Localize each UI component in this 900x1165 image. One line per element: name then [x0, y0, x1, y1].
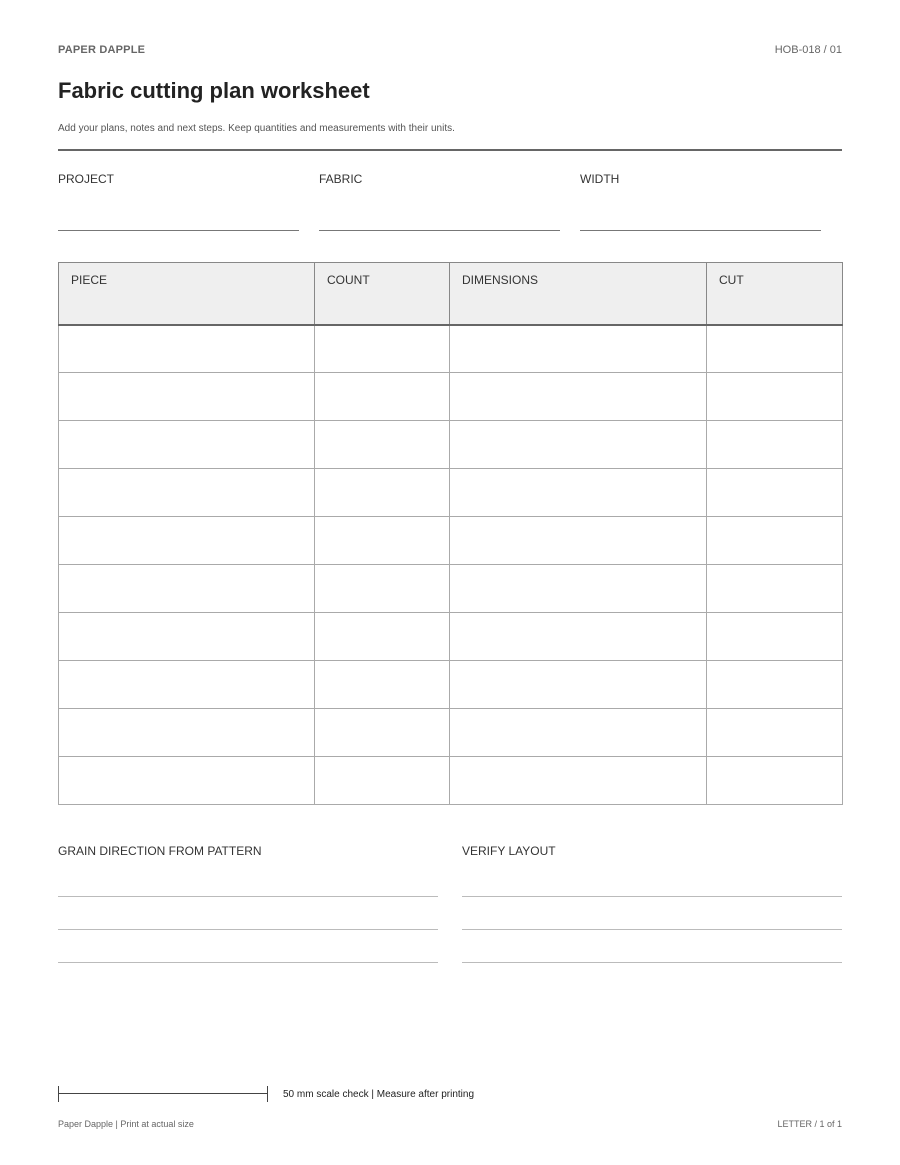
table-cell-dimensions[interactable]	[450, 325, 707, 373]
table-row	[59, 517, 843, 565]
project-label: PROJECT	[58, 172, 115, 186]
table-cell-dimensions[interactable]	[450, 661, 707, 709]
column-header-cut: CUT	[707, 263, 843, 325]
project-field[interactable]	[58, 172, 299, 231]
footer-left-text: Paper Dapple | Print at actual size	[58, 1119, 194, 1129]
verify-note-line[interactable]	[462, 962, 842, 963]
table-cell-piece[interactable]	[59, 661, 315, 709]
table-row	[59, 469, 843, 517]
table-cell-count[interactable]	[315, 469, 450, 517]
table-cell-count[interactable]	[315, 565, 450, 613]
column-header-dimensions: DIMENSIONS	[450, 263, 707, 325]
table-row	[59, 709, 843, 757]
verify-note-line[interactable]	[462, 896, 842, 897]
table-cell-piece[interactable]	[59, 757, 315, 805]
table-cell-piece[interactable]	[59, 469, 315, 517]
table-cell-cut[interactable]	[707, 421, 843, 469]
table-cell-cut[interactable]	[707, 469, 843, 517]
verify-note-line[interactable]	[462, 929, 842, 930]
page-subtitle: Add your plans, notes and next steps. Keep quantities and measurements with their units.	[58, 123, 455, 134]
table-cell-cut[interactable]	[707, 613, 843, 661]
grain-note-line[interactable]	[58, 896, 438, 897]
table-cell-dimensions[interactable]	[450, 517, 707, 565]
table-row	[59, 661, 843, 709]
table-cell-cut[interactable]	[707, 517, 843, 565]
page-title: Fabric cutting plan worksheet	[58, 78, 370, 103]
scale-bar-tick-left	[58, 1086, 59, 1102]
document-code: HOB-018 / 01	[774, 44, 842, 56]
table-cell-cut[interactable]	[707, 757, 843, 805]
table-cell-dimensions[interactable]	[450, 757, 707, 805]
table-cell-piece[interactable]	[59, 421, 315, 469]
table-cell-cut[interactable]	[707, 709, 843, 757]
table-cell-cut[interactable]	[707, 661, 843, 709]
table-cell-dimensions[interactable]	[450, 565, 707, 613]
table-cell-dimensions[interactable]	[450, 421, 707, 469]
table-body	[59, 325, 843, 805]
table-cell-piece[interactable]	[59, 325, 315, 373]
table-row	[59, 613, 843, 661]
table-row	[59, 757, 843, 805]
table-cell-cut[interactable]	[707, 565, 843, 613]
grain-note-line[interactable]	[58, 929, 438, 930]
table-cell-count[interactable]	[315, 613, 450, 661]
table-cell-count[interactable]	[315, 373, 450, 421]
grain-direction-section	[58, 844, 438, 963]
scale-bar-line	[58, 1093, 268, 1094]
table-row	[59, 565, 843, 613]
table-cell-piece[interactable]	[59, 709, 315, 757]
grain-note-line[interactable]	[58, 962, 438, 963]
table-cell-piece[interactable]	[59, 373, 315, 421]
table-cell-dimensions[interactable]	[450, 373, 707, 421]
table-cell-count[interactable]	[315, 757, 450, 805]
scale-bar	[58, 1086, 268, 1102]
table-cell-count[interactable]	[315, 709, 450, 757]
table-row	[59, 421, 843, 469]
verify-layout-section	[462, 844, 842, 963]
table-cell-count[interactable]	[315, 661, 450, 709]
table-cell-piece[interactable]	[59, 565, 315, 613]
table-cell-count[interactable]	[315, 517, 450, 565]
table-row	[59, 373, 843, 421]
scale-check-text: 50 mm scale check | Measure after printing	[283, 1089, 475, 1100]
table-cell-cut[interactable]	[707, 325, 843, 373]
table-cell-count[interactable]	[315, 421, 450, 469]
column-header-piece: PIECE	[59, 263, 315, 325]
table-cell-dimensions[interactable]	[450, 469, 707, 517]
scale-bar-tick-right	[267, 1086, 268, 1102]
table-header-row	[59, 263, 843, 325]
fabric-field[interactable]	[319, 172, 560, 231]
cutting-table	[58, 262, 843, 805]
brand-name: PAPER DAPPLE	[58, 44, 146, 56]
fabric-label: FABRIC	[319, 172, 363, 186]
table-cell-dimensions[interactable]	[450, 613, 707, 661]
column-header-count: COUNT	[315, 263, 450, 325]
table-cell-dimensions[interactable]	[450, 709, 707, 757]
footer-page-info: LETTER / 1 of 1	[777, 1119, 842, 1129]
table-cell-count[interactable]	[315, 325, 450, 373]
table-cell-piece[interactable]	[59, 517, 315, 565]
grain-direction-label: GRAIN DIRECTION FROM PATTERN	[58, 844, 262, 858]
verify-layout-label: VERIFY LAYOUT	[462, 844, 556, 858]
header-divider	[58, 149, 842, 151]
table-cell-piece[interactable]	[59, 613, 315, 661]
width-label: WIDTH	[580, 172, 620, 186]
table-row	[59, 325, 843, 373]
table-cell-cut[interactable]	[707, 373, 843, 421]
width-field[interactable]	[580, 172, 821, 231]
